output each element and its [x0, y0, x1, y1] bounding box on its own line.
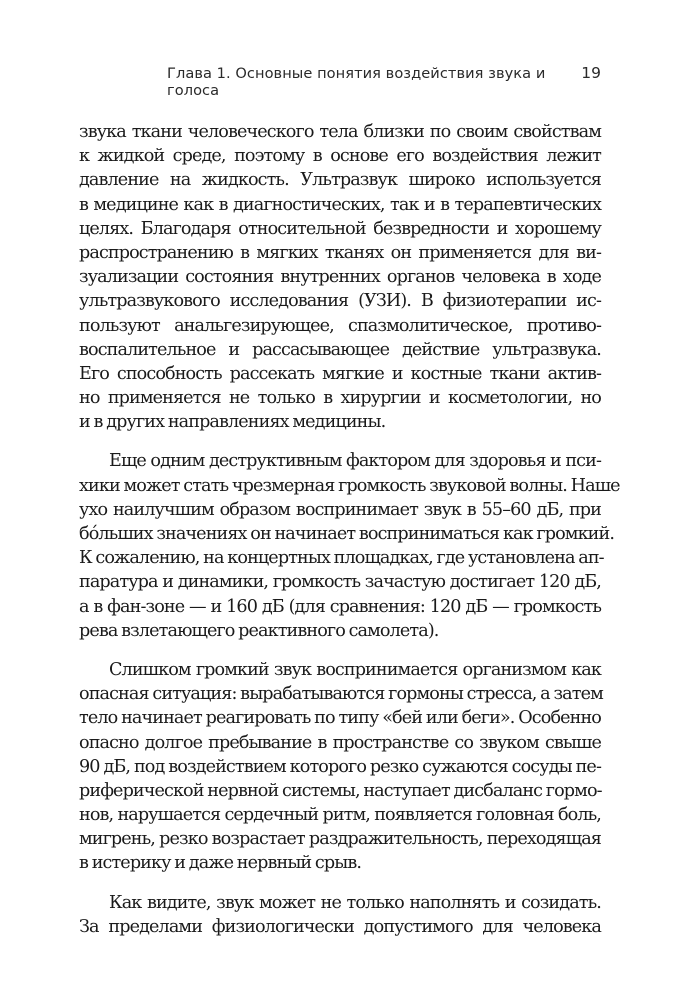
text-line: риферической нервной системы, наступает дисбаланс гормо-: [79, 780, 602, 801]
text-line: бо́льших значениях он начинает восприниматься как громкий.: [79, 524, 615, 544]
text-line: воспалительное и рассасывающее действие ультразвука.: [79, 339, 601, 360]
paragraph-4: [79, 891, 601, 939]
text-line: пользуют анальгезирующее, спазмолитическое, противо-: [79, 315, 601, 336]
text-line: паратура и динамики, громкость зачастую достигает 120 дБ,: [79, 572, 601, 593]
text-line: тело начинает реагировать по типу «бей или беги». Особенно: [79, 708, 601, 729]
text-line: и в других направлениях медицины.: [79, 412, 386, 433]
text-line: в истерику и даже нервный срыв.: [79, 853, 362, 874]
text-line: опасно долгое пребывание в пространстве со звуком свыше: [79, 732, 601, 753]
body-text: [79, 120, 620, 954]
text-line: хики может стать чрезмерная громкость звуковой волны. Наше: [79, 475, 620, 496]
text-line: в медицине как в диагностических, так и в терапевтических: [79, 194, 601, 215]
text-line: К сожалению, на концертных площадках, где установлена ап-: [79, 548, 604, 569]
paragraph-2: [79, 449, 620, 643]
text-line: нов, нарушается сердечный ритм, появляется головная боль,: [79, 805, 601, 826]
text-line: Еще одним деструктивным фактором для здоровья и пси-: [109, 451, 601, 472]
text-line: Его способность рассекать мягкие и костные ткани актив-: [79, 363, 601, 384]
text-line: звука ткани человеческого тела близки по своим свойствам: [79, 122, 601, 142]
text-line: но применяется не только в хирургии и косметологии, но: [79, 388, 601, 409]
text-line: зуализации состояния внутренних органов человека в ходе: [79, 267, 601, 288]
text-line: За пределами физиологически допустимого для человека: [79, 916, 601, 937]
text-line: Слишком громкий звук воспринимается организмом как: [109, 659, 601, 680]
text-line: рева взлетающего реактивного самолета).: [79, 620, 439, 641]
page-number: 19: [581, 64, 601, 82]
text-line: 90 дБ, под воздействием которого резко сужаются сосуды пе-: [79, 756, 601, 777]
text-line: к жидкой среде, поэтому в основе его воздействия лежит: [79, 146, 601, 167]
text-line: мигрень, резко возрастает раздражительность, переходящая: [79, 829, 601, 850]
text-line: опасная ситуация: вырабатываются гормоны стресса, а затем: [79, 684, 603, 705]
running-title: Глава 1. Основные понятия воздействия звука и голоса: [167, 65, 546, 99]
text-line: а в фан-зоне — и 160 дБ (для сравнения: 120 дБ — громкость: [79, 596, 601, 617]
text-line: распространению в мягких тканях он применяется для ви-: [79, 242, 601, 263]
text-line: давление на жидкость. Ультразвук широко используется: [79, 170, 601, 191]
paragraph-3: [79, 658, 601, 876]
text-line: ультразвукового исследования (УЗИ). В физиотерапии ис-: [79, 291, 601, 312]
text-line: Как видите, звук может не только наполнять и созидать.: [109, 892, 601, 913]
text-line: ухо наилучшим образом воспринимает звук в 55–60 дБ, при: [79, 499, 601, 520]
running-header: [167, 64, 601, 99]
paragraph-1: [79, 120, 601, 434]
text-line: целях. Благодаря относительной безвредности и хорошему: [79, 218, 601, 239]
